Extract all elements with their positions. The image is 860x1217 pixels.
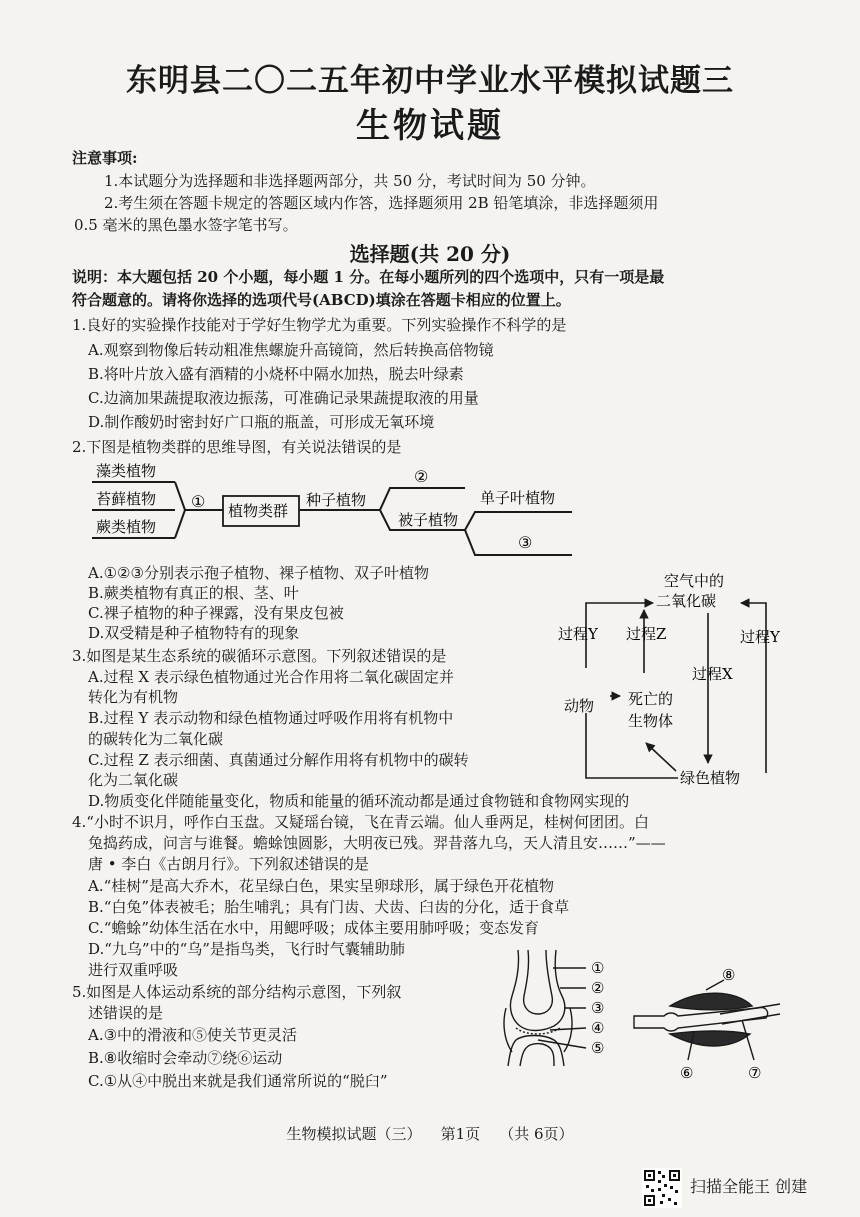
subject-title: 生物试题 (356, 106, 504, 146)
arm-label-6: ⑥ (680, 1064, 694, 1082)
option-b: B.过程 Y 表示动物和绿色植物通过呼吸作用将有机物中 (88, 709, 454, 727)
option-b-cont: 的碳转化为二氧化碳 (88, 730, 224, 748)
question-stem: 3.如图是某生态系统的碳循环示意图。下列叙述错误的是 (72, 647, 447, 665)
section-instruction: 说明：本大题包括 20 个小题，每小题 1 分。在每小题所列的四个选项中，只有一项是最 (72, 268, 665, 286)
option-b: B.蕨类植物有真正的根、茎、叶 (88, 584, 299, 602)
carbon-process-y-right: 过程Y (740, 628, 780, 646)
footer-page: 第1页 (440, 1125, 481, 1143)
carbon-animal: 动物 (564, 697, 595, 715)
notice-item: 1.本试题分为选择题和非选择题两部分，共 50 分，考试时间为 50 分钟。 (104, 172, 596, 190)
question-stem-cont: 唐 • 李白《古朗月行》。下列叙述错误的是 (88, 855, 369, 873)
question-stem: 5.如图是人体运动系统的部分结构示意图，下列叙 (72, 983, 402, 1001)
option-d: D.双受精是种子植物特有的现象 (88, 624, 300, 642)
option-b: B.将叶片放入盛有酒精的小烧杯中隔水加热，脱去叶绿素 (88, 365, 464, 383)
option-d: D.“九乌”中的“乌”是指鸟类，飞行时气囊辅助肺 (88, 940, 405, 958)
qr-code-icon (642, 1168, 682, 1208)
joint-structure-diagram (498, 948, 630, 1068)
plant-mindmap-diagram (80, 455, 590, 565)
option-c: C.过程 Z 表示细菌、真菌通过分解作用将有机物中的碳转 (88, 751, 469, 769)
option-c-cont: 化为二氧化碳 (88, 771, 179, 789)
option-c: C.①从④中脱出来就是我们通常所说的“脱臼” (88, 1072, 388, 1090)
mindmap-moss: 苔藓植物 (96, 490, 157, 508)
option-b: B.“白兔”体表被毛；胎生哺乳；具有门齿、犬齿、臼齿的分化，适于食草 (88, 898, 570, 916)
joint-label-3: ③ (591, 999, 605, 1017)
carbon-dead-line1: 死亡的 (628, 690, 674, 708)
scanner-watermark-label: 扫描全能王 创建 (690, 1177, 808, 1196)
carbon-process-x: 过程X (692, 665, 733, 683)
footer-subject: 生物模拟试题（三） (286, 1125, 422, 1143)
mindmap-seed-plants: 种子植物 (306, 491, 367, 509)
mindmap-marker-2: ② (414, 467, 429, 486)
notice-item: 0.5 毫米的黑色墨水签字笔书写。 (74, 216, 298, 234)
carbon-process-y-left: 过程Y (558, 625, 598, 643)
mindmap-angiosperm: 被子植物 (398, 511, 459, 529)
joint-label-1: ① (591, 959, 605, 977)
option-c: C.“蟾蜍”幼体生活在水中，用鳃呼吸；成体主要用肺呼吸；变态发育 (88, 919, 540, 937)
mindmap-marker-3: ③ (518, 533, 533, 552)
option-c: C.裸子植物的种子裸露，没有果皮包被 (88, 604, 344, 622)
option-a: A.“桂树”是高大乔木，花呈绿白色，果实呈卵球形，属于绿色开花植物 (88, 877, 554, 895)
option-a: A.观察到物像后转动粗准焦螺旋升高镜筒，然后转换高倍物镜 (88, 341, 494, 359)
arm-label-8: ⑧ (722, 968, 736, 984)
question-stem: 2.下图是植物类群的思维导图，有关说法错误的是 (72, 438, 402, 456)
section-instruction: 符合题意的。请将你选择的选项代号(ABCD)填涂在答题卡相应的位置上。 (72, 291, 571, 309)
notice-heading: 注意事项: (72, 149, 138, 167)
joint-label-5: ⑤ (591, 1039, 605, 1057)
carbon-dead-line2: 生物体 (628, 712, 674, 730)
carbon-process-z: 过程Z (626, 625, 667, 643)
notice-item: 2.考生须在答题卡规定的答题区域内作答，选择题须用 2B 铅笔填涂，非选择题须用 (104, 194, 659, 212)
option-a: A.③中的滑液和⑤使关节更灵活 (88, 1026, 298, 1044)
mindmap-fern: 蕨类植物 (96, 518, 157, 536)
option-a: A.①②③分别表示孢子植物、裸子植物、双子叶植物 (88, 564, 429, 582)
joint-label-2: ② (591, 979, 605, 997)
joint-label-4: ④ (591, 1019, 605, 1037)
exam-title: 东明县二〇二五年初中学业水平模拟试题三 (126, 63, 734, 99)
mindmap-monocot: 单子叶植物 (480, 489, 556, 507)
option-d: D.物质变化伴随能量变化，物质和能量的循环流动都是通过食物链和食物网实现的 (88, 792, 630, 810)
question-stem-cont: 述错误的是 (88, 1004, 164, 1022)
option-b: B.⑧收缩时会牵动⑦绕⑥运动 (88, 1049, 283, 1067)
carbon-cycle-diagram (558, 568, 798, 796)
section-title: 选择题(共 20 分) (349, 242, 511, 266)
option-d-cont: 进行双重呼吸 (88, 961, 179, 979)
page-footer (0, 1123, 860, 1144)
question-stem: 4.“小时不识月，呼作白玉盘。又疑瑶台镜，飞在青云端。仙人垂两足，桂树何团团。白 (72, 813, 649, 831)
question-stem-cont: 兔捣药成，问言与谁餐。蟾蜍蚀圆影，大明夜已残。羿昔落九乌，天人清且安……”—— (88, 834, 666, 852)
arm-muscle-diagram (630, 968, 785, 1088)
carbon-co2-line2: 二氧化碳 (656, 592, 717, 610)
arm-label-7: ⑦ (748, 1064, 762, 1082)
option-c: C.边滴加果蔬提取液边振荡，可准确记录果蔬提取液的用量 (88, 389, 479, 407)
option-a: A.过程 X 表示绿色植物通过光合作用将二氧化碳固定并 (88, 668, 454, 686)
footer-total: （共 6页） (499, 1125, 574, 1143)
option-d: D.制作酸奶时密封好广口瓶的瓶盖，可形成无氧环境 (88, 413, 435, 431)
carbon-co2-line1: 空气中的 (664, 572, 725, 590)
mindmap-center: 植物类群 (228, 502, 289, 520)
option-a-cont: 转化为有机物 (88, 688, 179, 706)
mindmap-algae: 藻类植物 (96, 462, 157, 480)
carbon-green-plant: 绿色植物 (680, 769, 741, 787)
mindmap-marker-1: ① (191, 492, 206, 511)
question-stem: 1.良好的实验操作技能对于学好生物学尤为重要。下列实验操作不科学的是 (72, 316, 567, 334)
